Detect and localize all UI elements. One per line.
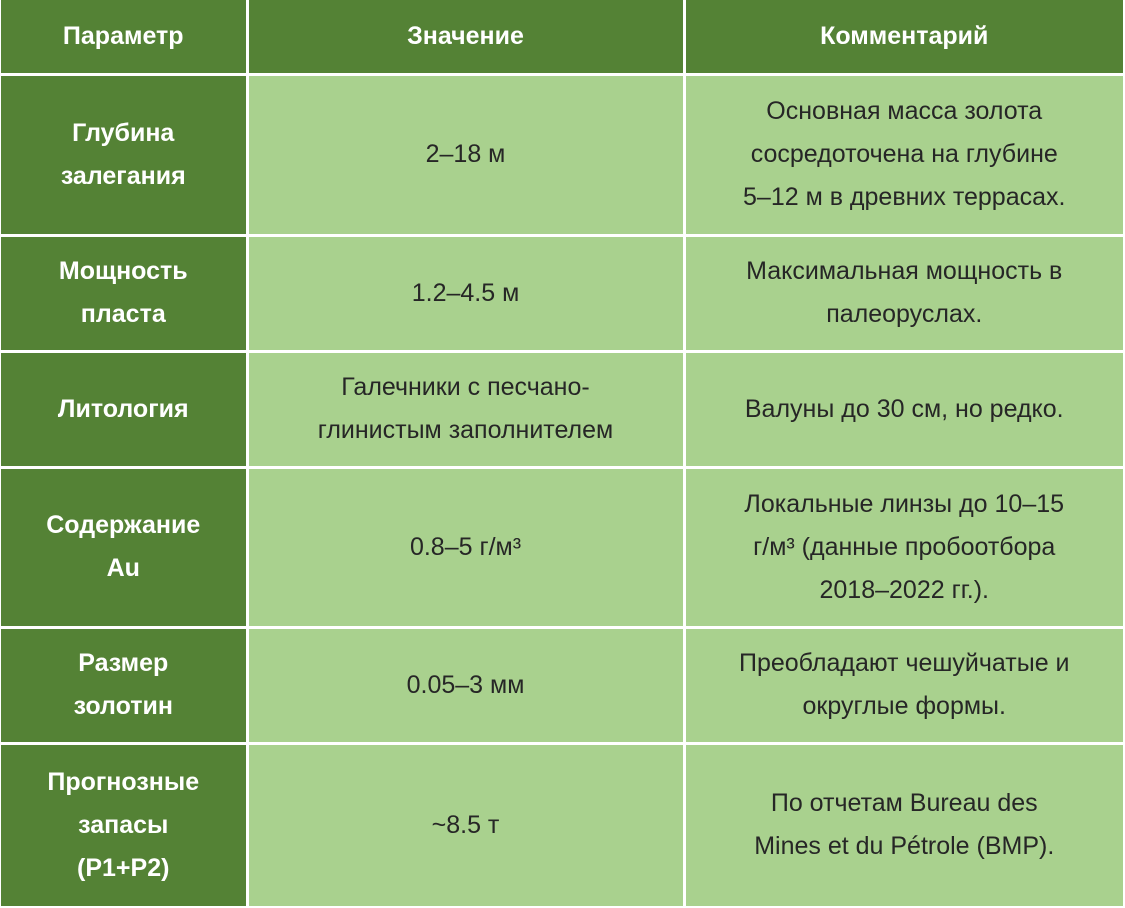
header-parameter: Параметр <box>1 0 247 74</box>
param-line: Глубина <box>72 118 175 147</box>
comment-line: сосредоточена на глубине <box>750 140 1058 168</box>
param-cell <box>1 743 247 906</box>
value-cell <box>247 467 684 627</box>
param-cell <box>1 467 247 627</box>
value-cell <box>247 351 684 467</box>
comment-line: Максимальная мощность в <box>746 257 1063 285</box>
param-cell <box>1 351 247 467</box>
comment-cell <box>684 627 1123 743</box>
value-line: глинистым заполнителем <box>317 416 614 444</box>
value-line: 0.05–3 мм <box>406 670 525 699</box>
table-row <box>1 74 1123 235</box>
value-line: ~8.5 т <box>431 810 500 839</box>
param-line: Литология <box>57 394 189 423</box>
comment-line: палеоруслах. <box>826 300 983 328</box>
comment-line: Валуны до 30 см, но редко. <box>744 394 1064 423</box>
comment-cell <box>684 743 1123 906</box>
comment-cell <box>684 74 1123 235</box>
param-line: Содержание <box>46 511 201 539</box>
value-line: 1.2–4.5 м <box>411 278 520 307</box>
value-cell <box>247 74 684 235</box>
comment-line: Основная масса золота <box>766 97 1043 125</box>
comment-line: 2018–2022 гг.). <box>819 575 989 604</box>
param-line: Прогнозные <box>47 767 200 796</box>
param-line: Размер <box>78 649 169 677</box>
comment-line: По отчетам Bureau des <box>770 789 1038 818</box>
table-row <box>1 627 1123 743</box>
value-cell <box>247 627 684 743</box>
parameters-table <box>1 0 1123 906</box>
value-line: Галечники с песчано- <box>341 373 590 401</box>
table-row <box>1 351 1123 467</box>
comment-cell <box>684 351 1123 467</box>
comment-line: Mines et du Pétrole (BMP). <box>754 832 1055 861</box>
comment-line: округлые формы. <box>802 692 1006 720</box>
value-line: 0.8–5 г/м³ <box>409 532 522 561</box>
param-line: запасы <box>78 810 169 839</box>
param-line: пласта <box>80 300 166 328</box>
comment-cell <box>684 467 1123 627</box>
header-row <box>1 0 1123 74</box>
value-line: 2–18 м <box>425 140 506 168</box>
comment-line: Преобладают чешуйчатые и <box>738 649 1070 677</box>
param-cell <box>1 235 247 351</box>
value-cell <box>247 235 684 351</box>
table-row <box>1 743 1123 906</box>
value-cell <box>247 743 684 906</box>
param-line: (P1+P2) <box>77 853 170 882</box>
param-line: золотин <box>73 692 173 720</box>
comment-line: 5–12 м в древних террасах. <box>743 183 1066 211</box>
param-line: Мощность <box>58 257 188 285</box>
param-cell <box>1 627 247 743</box>
comment-line: Локальные линзы до 10–15 <box>744 489 1065 518</box>
table-row <box>1 467 1123 627</box>
comment-cell <box>684 235 1123 351</box>
param-line: Au <box>106 554 140 582</box>
param-line: залегания <box>60 161 186 190</box>
header-value: Значение <box>247 0 684 74</box>
comment-line: г/м³ (данные пробоотбора <box>753 532 1056 561</box>
table-row <box>1 235 1123 351</box>
header-comment: Комментарий <box>684 0 1123 74</box>
param-cell <box>1 74 247 235</box>
